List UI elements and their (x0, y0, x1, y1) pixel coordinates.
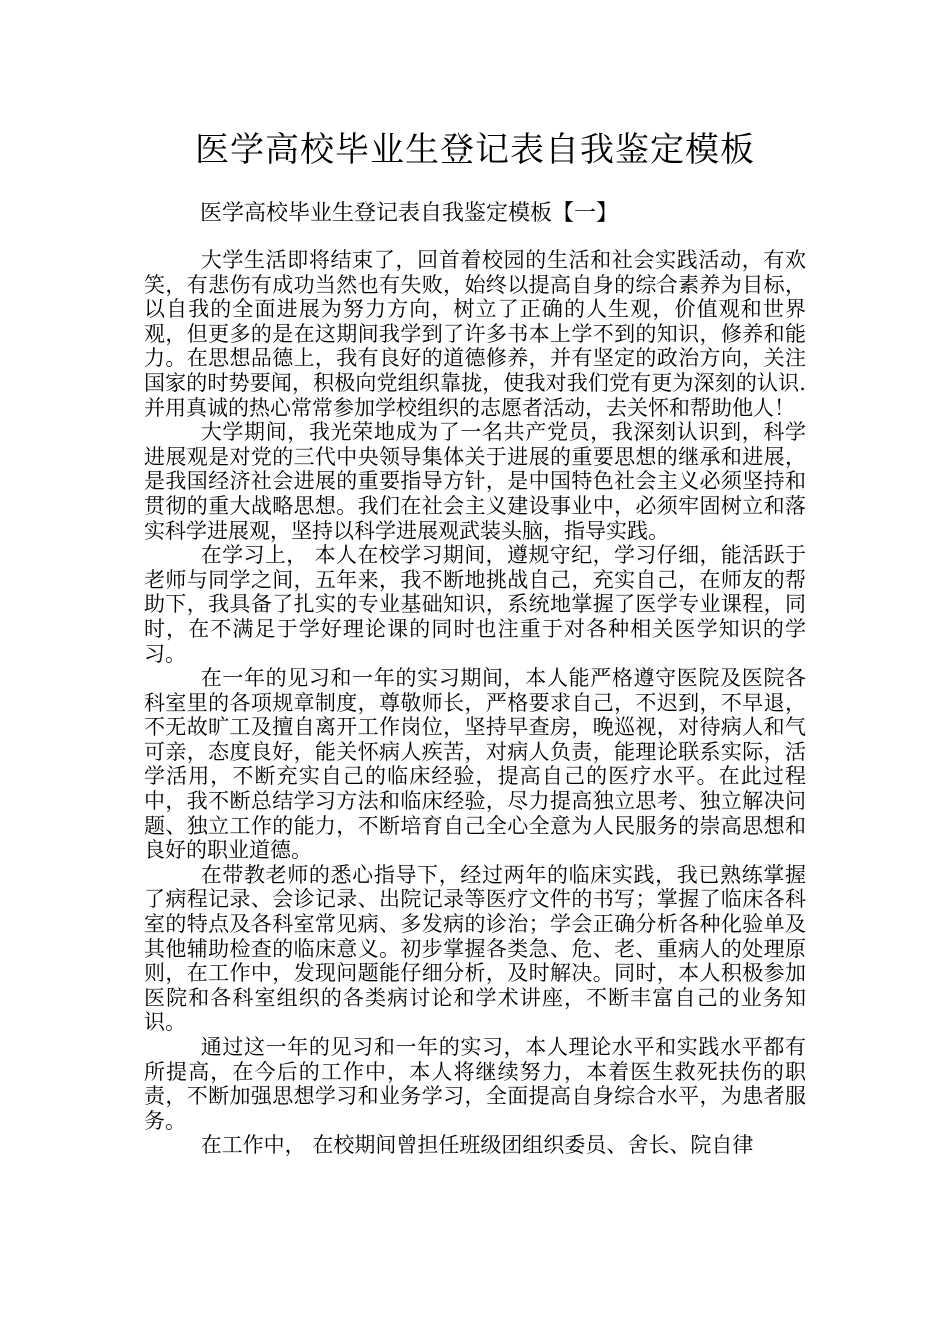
paragraph: 大学期间，我光荣地成为了一名共产党员，我深刻认识到，科学进展观是对党的三代中央领导集体关于进展的重要思想的继承和进展，是我国经济社会进展的重要指导方针，是中国特色社会主义必须坚持和贯彻的重大战略思想。我们在社会主义建设事业中，必须牢固树立和落实科学进展观，坚持以科学进展观武装头脑，指导实践。 (144, 420, 806, 543)
paragraph: 在一年的见习和一年的实习期间，本人能严格遵守医院及医院各科室里的各项规章制度，尊敬师长，严格要求自己，不迟到，不早退，不无故旷工及擅自离开工作岗位，坚持早查房，晚巡视，对待病人和气可亲，态度良好，能关怀病人疾苦，对病人负责，能理论联系实际，活学活用，不断充实自己的临床经验，提高自己的医疗水平。在此过程中，我不断总结学习方法和临床经验，尽力提高独立思考、独立解决问题、独立工作的能力，不断培育自己全心全意为人民服务的崇高思想和良好的职业道德。 (144, 666, 806, 863)
paragraph: 在学习上， 本人在校学习期间，遵规守纪，学习仔细，能活跃于老师与同学之间，五年来，我不断地挑战自己，充实自己，在师友的帮助下，我具备了扎实的专业基础知识，系统地掌握了医学专业课程，同时，在不满足于学好理论课的同时也注重于对各种相关医学知识的学习。 (144, 543, 806, 666)
paragraph: 在带教老师的悉心指导下，经过两年的临床实践，我已熟练掌握了病程记录、会诊记录、出院记录等医疗文件的书写；掌握了临床各科室的特点及各科室常见病、多发病的诊治；学会正确分析各种化验单及其他辅助检查的临床意义。初步掌握各类急、危、老、重病人的处理原则，在工作中，发现问题能仔细分析，及时解决。同时，本人积极参加医院和各科室组织的各类病讨论和学术讲座，不断丰富自己的业务知识。 (144, 862, 806, 1035)
document-title: 医学高校毕业生登记表自我鉴定模板 (195, 130, 755, 170)
paragraph: 通过这一年的见习和一年的实习，本人理论水平和实践水平都有所提高，在今后的工作中，本人将继续努力，本着医生救死扶伤的职责，不断加强思想学习和业务学习，全面提高自身综合水平，为患者服务。 (144, 1035, 806, 1133)
paragraph: 在工作中， 在校期间曾担任班级团组织委员、舍长、院自律 (200, 1133, 754, 1158)
paragraph: 大学生活即将结束了，回首着校园的生活和社会实践活动，有欢笑，有悲伤有成功当然也有失败，始终以提高自身的综合素养为目标，以自我的全面进展为努力方向，树立了正确的人生观，价值观和世界观，但更多的是在这期间我学到了许多书本上学不到的知识，修养和能力。在思想品德上，我有良好的道德修养，并有坚定的政治方向，关注国家的时势要闻，积极向党组织靠拢，使我对我们党有更为深刻的认识.并用真诚的热心常常参加学校组织的志愿者活动，去关怀和帮助他人！ (144, 248, 806, 420)
document-subtitle: 医学高校毕业生登记表自我鉴定模板【一】 (200, 201, 619, 226)
document-body (144, 248, 806, 1158)
